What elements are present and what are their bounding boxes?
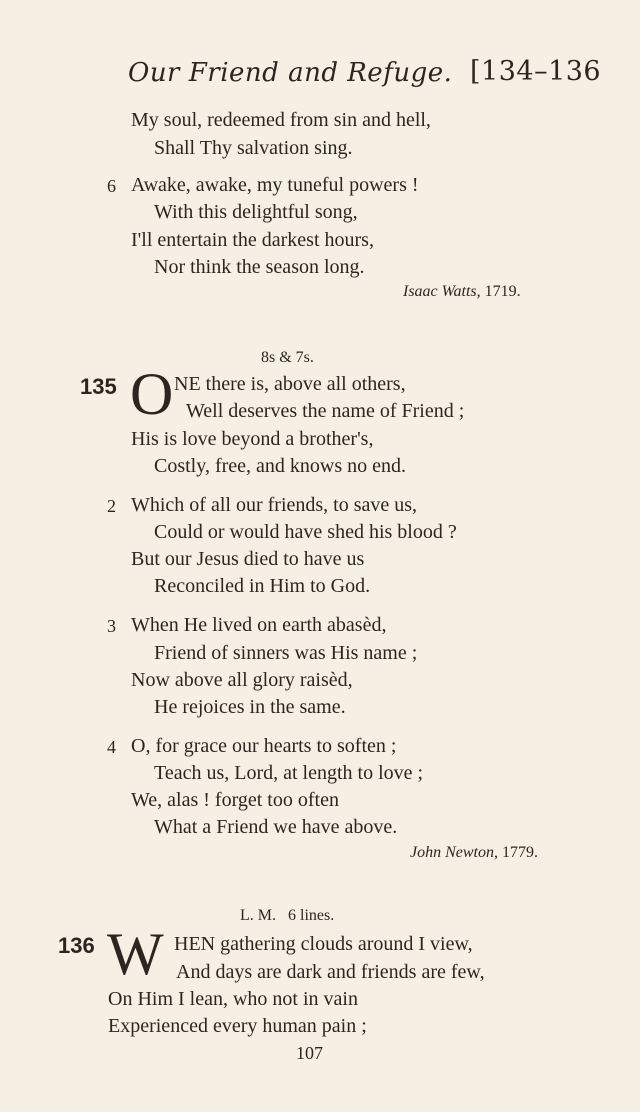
hymn-134-line: Nor think the season long.: [154, 256, 365, 278]
hymn-135-line: But our Jesus died to have us: [131, 548, 365, 570]
hymn-135-attribution: [410, 844, 538, 862]
hymn-134-line: Awake, awake, my tuneful powers !: [131, 174, 419, 196]
verse-number: 4: [107, 737, 116, 757]
running-header-title: Our Friend and Refuge.: [128, 58, 453, 88]
hymn-135-line: Costly, free, and knows no end.: [154, 455, 406, 477]
hymn-134-attribution: [403, 283, 521, 301]
hymn-134-line: My soul, redeemed from sin and hell,: [131, 109, 431, 131]
running-header-hymn-range: [134–136: [470, 56, 602, 87]
meter-extra: 6 lines.: [288, 907, 335, 924]
hymn-134-line: With this delightful song,: [154, 201, 358, 223]
hymn-135-line: His is love beyond a brother's,: [131, 428, 374, 450]
author-name: Isaac Watts,: [403, 283, 481, 300]
hymn-135-meter: 8s & 7s.: [261, 349, 314, 366]
hymn-134-line: I'll entertain the darkest hours,: [131, 229, 374, 251]
hymn-136-number: 136: [58, 933, 95, 958]
hymn-135-line: NE there is, above all others,: [174, 373, 406, 395]
hymn-136-line: And days are dark and friends are few,: [176, 961, 485, 983]
hymn-135-line: Which of all our friends, to save us,: [131, 494, 418, 516]
meter-label: L. M.: [240, 907, 276, 924]
hymn-135-line: Friend of sinners was His name ;: [154, 642, 418, 664]
hymn-136-line: On Him I lean, who not in vain: [108, 988, 358, 1010]
hymn-135-line: Reconciled in Him to God.: [154, 575, 371, 597]
verse-number: 3: [107, 616, 116, 636]
hymn-135-line: Well deserves the name of Friend ;: [186, 400, 465, 422]
hymn-135-line: What a Friend we have above.: [154, 816, 398, 838]
hymn-134-line: Shall Thy salvation sing.: [154, 137, 353, 159]
hymn-135-drop-cap: O: [130, 361, 174, 427]
hymn-136-line: HEN gathering clouds around I view,: [174, 933, 473, 955]
hymn-135-line: Could or would have shed his blood ?: [154, 521, 457, 543]
author-name: John Newton,: [410, 844, 498, 861]
page-number: 107: [296, 1043, 323, 1063]
verse-number: 6: [107, 176, 116, 196]
hymn-135-number: 135: [80, 374, 117, 399]
hymn-135-line: O, for grace our hearts to soften ;: [131, 735, 397, 757]
hymn-135-line: He rejoices in the same.: [154, 696, 346, 718]
hymn-136-meter: [240, 907, 334, 925]
hymn-136-line: Experienced every human pain ;: [108, 1015, 367, 1037]
hymn-135-line: We, alas ! forget too often: [131, 789, 339, 811]
author-year: 1779.: [502, 844, 538, 861]
hymn-135-line: Now above all glory raisèd,: [131, 669, 353, 691]
verse-number: 2: [107, 496, 116, 516]
author-year: 1719.: [484, 283, 521, 300]
hymn-135-line: Teach us, Lord, at length to love ;: [154, 762, 424, 784]
hymn-135-line: When He lived on earth abasèd,: [131, 614, 387, 636]
hymn-136-drop-cap: W: [107, 921, 164, 987]
